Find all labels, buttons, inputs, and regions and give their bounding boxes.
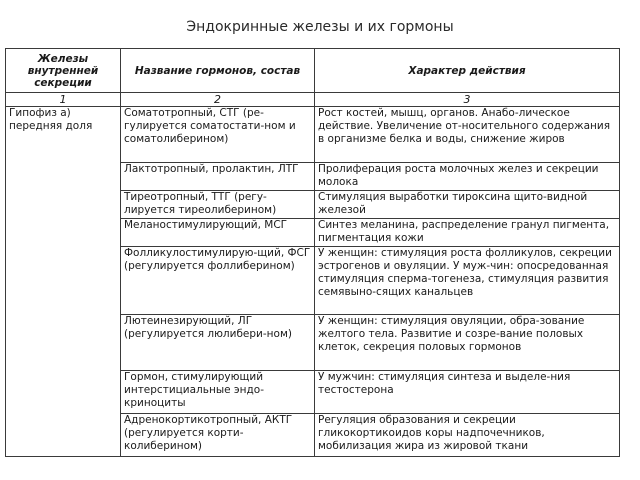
column-number: 3	[315, 93, 620, 107]
hormone-cell: Гормон, стимулирующий интерстициальные эндо-криноциты	[121, 371, 315, 414]
action-cell: Регуляция образования и секреции гликокортикоидов коры надпочечников, мобилизация жира из жировой ткани	[315, 414, 620, 457]
page-title: Эндокринные железы и их гормоны	[186, 19, 454, 35]
hormone-cell: Лактотропный, пролактин, ЛТГ	[121, 163, 315, 191]
bottom-clip	[0, 466, 640, 480]
header-action: Характер действия	[315, 49, 620, 93]
column-number: 2	[121, 93, 315, 107]
action-cell: Пролиферация роста молочных желез и секреции молока	[315, 163, 620, 191]
action-cell: У женщин: стимуляция роста фолликулов, секреции эстрогенов и овуляции. У муж-чин: опосредованная стимуляция сперма-тогенеза, стимуляция развития семявыно-сящих канальцев	[315, 247, 620, 315]
action-cell: Синтез меланина, распределение гранул пигмента, пигментация кожи	[315, 219, 620, 247]
hormone-cell: Адренокортикотропный, АКТГ (регулируется корти-колиберином)	[121, 414, 315, 457]
table-header-row	[6, 49, 620, 93]
header-gland: Железы внутренней секреции	[6, 49, 121, 93]
column-number: 1	[6, 93, 121, 107]
table-row	[6, 107, 620, 163]
hormones-table	[5, 48, 620, 457]
action-cell: Стимуляция выработки тироксина щито-видной железой	[315, 191, 620, 219]
header-hormone: Название гормонов, состав	[121, 49, 315, 93]
column-number-row	[6, 93, 620, 107]
hormone-cell: Соматотропный, СТГ (ре-гулируется соматостати-ном и соматолиберином)	[121, 107, 315, 163]
action-cell: У мужчин: стимуляция синтеза и выделе-ния тестостерона	[315, 371, 620, 414]
hormone-cell: Меланостимулирующий, МСГ	[121, 219, 315, 247]
hormone-cell: Фолликулостимулирую-щий, ФСГ (регулируется фоллиберином)	[121, 247, 315, 315]
hormone-cell: Тиреотропный, ТТГ (регу-лируется тиреолиберином)	[121, 191, 315, 219]
action-cell: Рост костей, мышц, органов. Анабо-лическое действие. Увеличение от-носительного содержания в организме белка и воды, снижение жиров	[315, 107, 620, 163]
gland-cell: Гипофиз а) передняя доля	[6, 107, 121, 457]
action-cell: У женщин: стимуляция овуляции, обра-зование желтого тела. Развитие и созре-вание половых клеток, секреция половых гормонов	[315, 315, 620, 371]
hormone-cell: Лютеинезирующий, ЛГ (регулируется люлибери-ном)	[121, 315, 315, 371]
